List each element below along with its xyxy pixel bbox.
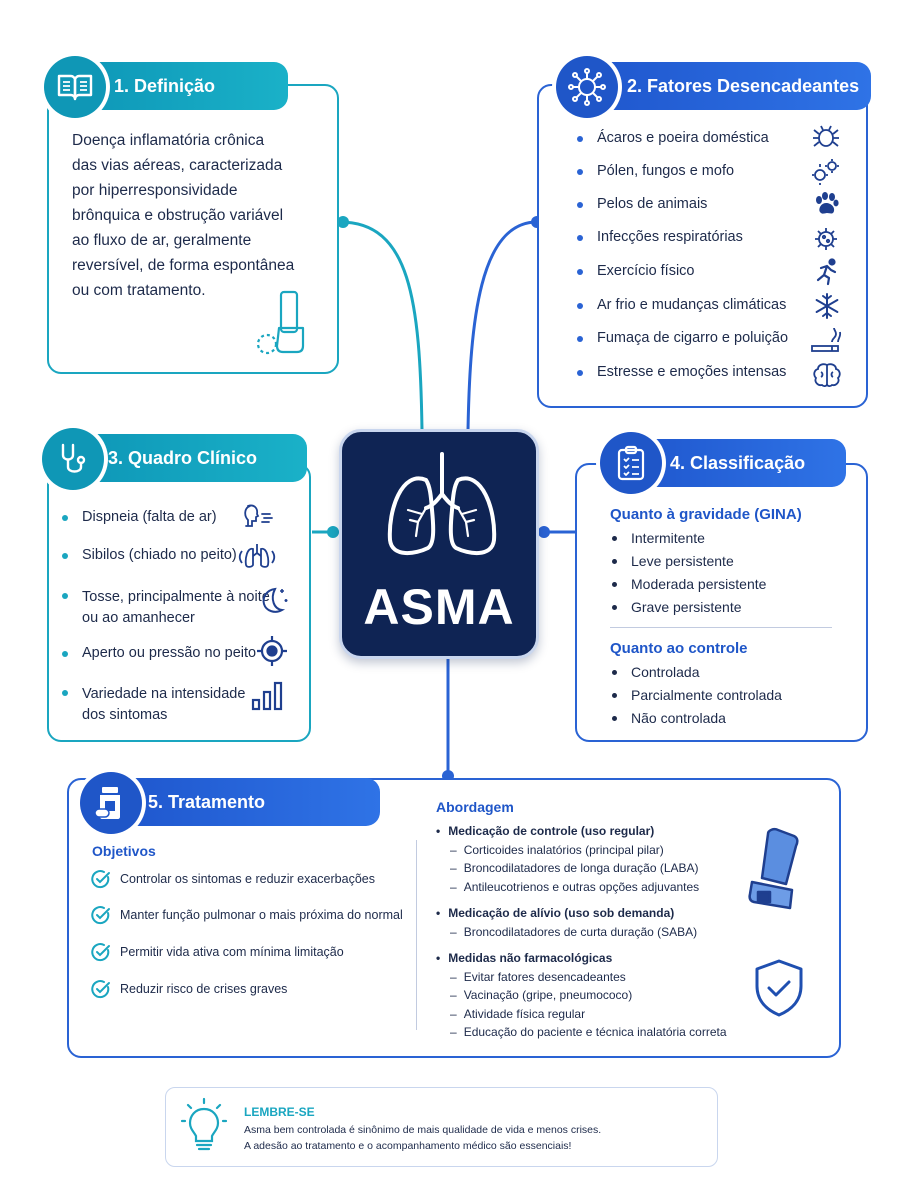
target-icon xyxy=(255,634,289,668)
running-icon xyxy=(813,258,841,286)
clinical-item xyxy=(62,645,256,661)
check-circle-icon xyxy=(91,979,111,999)
objective-label: Reduzir risco de crises graves xyxy=(120,982,288,996)
objective-item xyxy=(91,869,375,889)
reminder-line1: Asma bem controlada é sinônimo de mais qualidade de vida e menos crises. xyxy=(244,1124,602,1136)
lungs-icon xyxy=(382,450,502,562)
classification-divider xyxy=(610,627,832,628)
severity-item xyxy=(612,530,705,546)
lightbulb-icon xyxy=(180,1097,228,1155)
objective-label: Controlar os sintomas e reduzir exacerbações xyxy=(120,872,375,886)
clinical-label-cont: ou ao amanhecer xyxy=(82,610,195,626)
clinical-item xyxy=(62,547,237,563)
control-item xyxy=(612,687,782,703)
check-circle-icon xyxy=(91,869,111,889)
definition-title: 1. Definição xyxy=(114,75,216,96)
trigger-item xyxy=(577,130,769,146)
approach-group-title: • Medicação de controle (uso regular) xyxy=(436,824,655,838)
trigger-label: Estresse e emoções intensas xyxy=(597,364,787,380)
severity-item xyxy=(612,599,742,615)
approach-item: – Educação do paciente e técnica inalatória correta xyxy=(450,1025,727,1039)
triggers-header xyxy=(575,62,871,110)
trigger-label: Pelos de animais xyxy=(597,196,708,212)
trigger-item xyxy=(577,229,743,245)
control-label: Não controlada xyxy=(631,710,726,726)
approach-item-label: Broncodilatadores de longa duração (LABA) xyxy=(463,861,699,875)
trigger-item xyxy=(577,263,695,279)
trigger-label: Pólen, fungos e mofo xyxy=(597,163,735,179)
moon-icon xyxy=(257,583,291,617)
reminder-title: LEMBRE-SE xyxy=(244,1105,315,1119)
trigger-label: Exercício físico xyxy=(597,263,695,279)
approach-item: – Broncodilatadores de curta duração (SABA) xyxy=(450,924,698,939)
definition-line: ou com tratamento. xyxy=(72,282,206,299)
check-circle-icon xyxy=(91,942,111,962)
check-circle-icon xyxy=(91,905,111,925)
control-title: Quanto ao controle xyxy=(610,640,748,657)
trigger-label: Fumaça de cigarro e poluição xyxy=(597,330,789,346)
cigarette-icon xyxy=(810,326,842,354)
medicine-icon xyxy=(92,785,130,821)
clinical-label: Sibilos (chiado no peito) xyxy=(82,547,237,563)
severity-item xyxy=(612,576,766,592)
approach-group-label: Medicação de controle (uso regular) xyxy=(448,824,655,838)
breathing-person-icon xyxy=(240,502,274,534)
objective-label: Permitir vida ativa com mínima limitação xyxy=(120,945,344,959)
brain-icon xyxy=(812,362,842,388)
trigger-item xyxy=(577,297,786,313)
trigger-item xyxy=(577,364,786,380)
clinical-label: Dispneia (falta de ar) xyxy=(82,509,217,525)
severity-label: Grave persistente xyxy=(631,599,742,615)
trigger-label: Ácaros e poeira doméstica xyxy=(597,130,769,146)
severity-label: Moderada persistente xyxy=(631,576,767,592)
wheezing-lungs-icon xyxy=(238,541,276,571)
objective-label: Manter função pulmonar o mais próxima do normal xyxy=(120,908,403,922)
clinical-label: Aperto ou pressão no peito xyxy=(82,645,257,661)
triggers-badge xyxy=(556,56,618,118)
treatment-divider xyxy=(416,840,417,1030)
severity-title: Quanto à gravidade (GINA) xyxy=(610,506,802,523)
virus-icon xyxy=(812,225,840,253)
objective-item xyxy=(91,942,344,962)
clinical-title: 3. Quadro Clínico xyxy=(108,447,258,468)
trigger-label: Ar frio e mudanças climáticas xyxy=(597,297,787,313)
control-item xyxy=(612,710,726,726)
definition-badge xyxy=(44,56,106,118)
clinical-label: Tosse, principalmente à noite xyxy=(82,589,270,605)
approach-title: Abordagem xyxy=(436,799,514,815)
clinical-label: Variedade na intensidade xyxy=(82,686,246,702)
triggers-title: 2. Fatores Desencadeantes xyxy=(627,75,860,96)
stethoscope-icon xyxy=(55,441,91,477)
approach-item: – Evitar fatores desencadeantes xyxy=(450,969,626,984)
approach-item: – Corticoides inalatórios (principal pilar) xyxy=(450,842,664,857)
approach-item-label: Broncodilatadores de curta duração (SABA) xyxy=(463,924,698,939)
approach-item-label: Vacinação (gripe, pneumococo) xyxy=(463,988,633,1002)
control-label: Parcialmente controlada xyxy=(631,687,782,703)
classification-title: 4. Classificação xyxy=(670,452,806,473)
clinical-badge xyxy=(42,428,104,490)
treatment-header xyxy=(104,778,380,826)
network-virus-icon xyxy=(567,67,607,107)
bar-chart-icon xyxy=(250,678,286,712)
inhaler-icon xyxy=(744,826,814,916)
approach-item: – Vacinação (gripe, pneumococo) xyxy=(450,988,633,1002)
shield-check-icon xyxy=(752,958,806,1018)
control-label: Controlada xyxy=(631,664,700,680)
definition-line: Doença inflamatória crônica xyxy=(72,132,265,149)
objective-item xyxy=(91,905,403,925)
approach-group-label: Medicação de alívio (uso sob demanda) xyxy=(448,906,675,920)
treatment-badge xyxy=(80,772,142,834)
clipboard-icon xyxy=(615,445,647,481)
definition-text xyxy=(72,128,294,303)
classification-badge xyxy=(600,432,662,494)
inhaler-small-icon xyxy=(255,288,319,358)
definition-line: das vias aéreas, caracterizada xyxy=(72,157,283,174)
paw-icon xyxy=(813,192,839,216)
trigger-item xyxy=(577,163,734,179)
definition-line: por hiperresponsividade xyxy=(72,182,238,199)
book-icon xyxy=(57,73,93,101)
definition-line: ao fluxo de ar, geralmente xyxy=(72,232,252,249)
approach-item-label: Antileucotrienos e outras opções adjuvantes xyxy=(463,879,700,894)
treatment-title: 5. Tratamento xyxy=(148,791,266,812)
approach-item: – Atividade física regular xyxy=(450,1006,586,1021)
trigger-label: Infecções respiratórias xyxy=(597,229,743,245)
severity-label: Intermitente xyxy=(631,530,705,546)
approach-item: – Antileucotrienos e outras opções adjuvantes xyxy=(450,879,700,894)
severity-item xyxy=(612,553,734,569)
objective-item xyxy=(91,979,287,999)
trigger-item xyxy=(577,330,788,346)
definition-line: brônquica e obstrução variável xyxy=(72,207,284,224)
pollen-icon xyxy=(810,157,840,185)
approach-list xyxy=(436,822,727,1042)
clinical-label-cont: dos sintomas xyxy=(82,707,168,723)
clinical-item xyxy=(62,684,245,726)
approach-item-label: Educação do paciente e técnica inalatória correta xyxy=(463,1025,727,1039)
approach-group-title: • Medidas não farmacológicas xyxy=(436,951,613,965)
control-item xyxy=(612,664,700,680)
snowflake-icon xyxy=(813,292,841,320)
approach-group-label: Medidas não farmacológicas xyxy=(448,951,613,965)
approach-item-label: Atividade física regular xyxy=(463,1006,586,1021)
severity-label: Leve persistente xyxy=(631,553,734,569)
definition-line: reversível, de forma espontânea xyxy=(72,257,295,274)
approach-item: – Broncodilatadores de longa duração (LABA) xyxy=(450,861,699,875)
clinical-item xyxy=(62,509,217,525)
clinical-item xyxy=(62,587,270,629)
approach-group-title: • Medicação de alívio (uso sob demanda) xyxy=(436,906,675,920)
approach-item-label: Corticoides inalatórios (principal pilar) xyxy=(463,842,664,857)
objectives-title: Objetivos xyxy=(92,843,156,859)
dust-mite-icon xyxy=(812,124,840,150)
center-title: ASMA xyxy=(363,579,515,635)
reminder-line2: A adesão ao tratamento e o acompanhamento médico são essenciais! xyxy=(244,1140,572,1152)
center-asma-box xyxy=(339,429,539,659)
trigger-item xyxy=(577,196,707,212)
approach-item-label: Evitar fatores desencadeantes xyxy=(463,969,626,984)
